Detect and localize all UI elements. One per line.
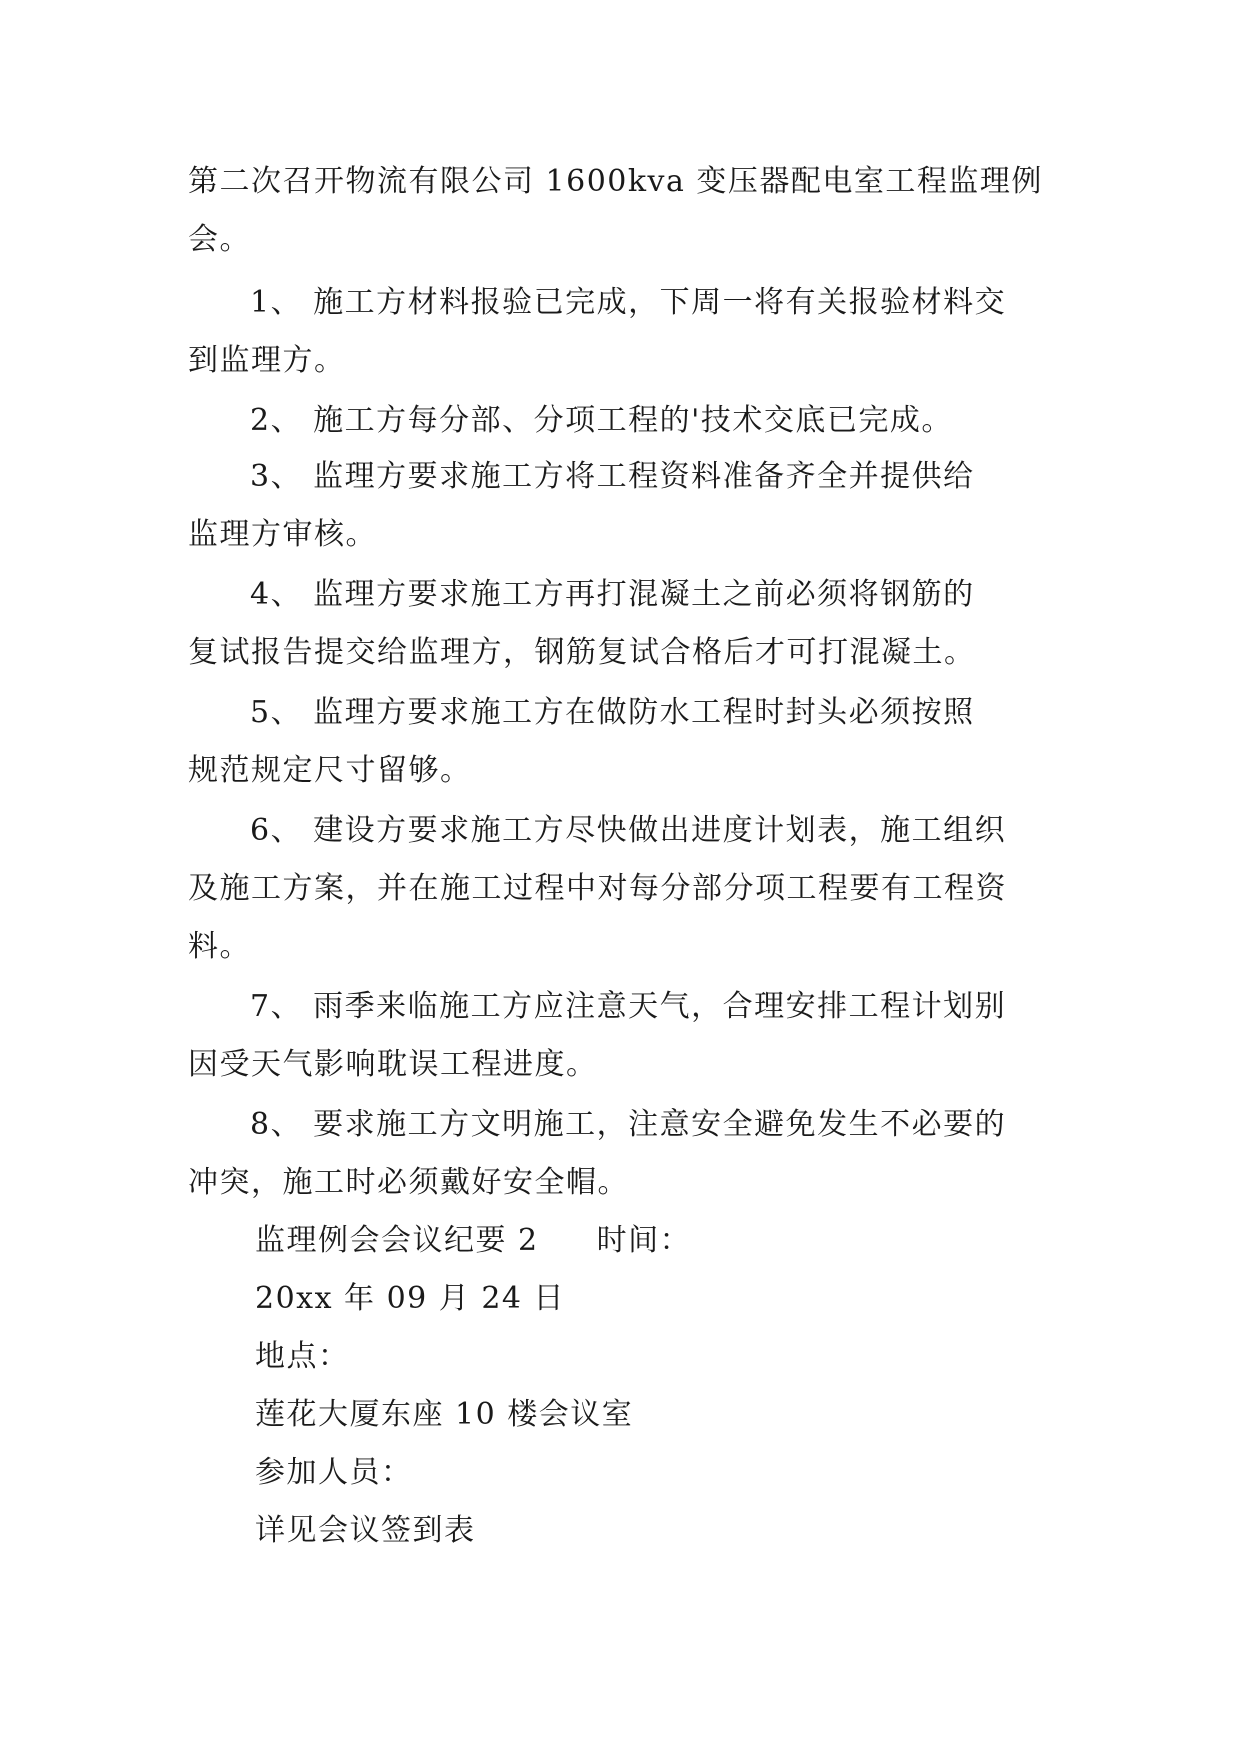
- item-8-line-2: 冲突，施工时必须戴好安全帽。: [188, 1165, 629, 1200]
- attendees-label: 参加人员：: [255, 1455, 413, 1490]
- item-6-line-1: 6、 建设方要求施工方尽快做出进度计划表，施工组织: [250, 813, 1007, 848]
- minutes-title: 监理例会会议纪要 2: [255, 1223, 539, 1258]
- item-5-line-1: 5、 监理方要求施工方在做防水工程时封头必须按照: [250, 695, 975, 730]
- time-label: 时间：: [596, 1223, 692, 1258]
- item-6-line-2: 及施工方案，并在施工过程中对每分部分项工程要有工程资: [188, 871, 1007, 906]
- item-1-line-2: 到监理方。: [188, 343, 346, 378]
- minutes-heading-line: [255, 1221, 691, 1261]
- item-7-line-1: 7、 雨季来临施工方应注意天气，合理安排工程计划别: [250, 989, 1007, 1024]
- item-3-line-1: 3、 监理方要求施工方将工程资料准备齐全并提供给: [250, 459, 975, 494]
- item-8-line-1: 8、 要求施工方文明施工，注意安全避免发生不必要的: [250, 1107, 1007, 1142]
- meeting-location: 莲花大厦东座 10 楼会议室: [255, 1397, 634, 1432]
- attendees-value: 详见会议签到表: [255, 1513, 476, 1548]
- item-3-line-2: 监理方审核。: [188, 517, 377, 552]
- meeting-date: 20xx 年 09 月 24 日: [255, 1281, 566, 1316]
- paragraph-intro-line-2: 会。: [188, 222, 251, 257]
- paragraph-intro-line-1: 第二次召开物流有限公司 1600kva 变压器配电室工程监理例: [188, 164, 1043, 199]
- item-4-line-1: 4、 监理方要求施工方再打混凝土之前必须将钢筋的: [250, 577, 975, 612]
- item-2-line-1: 2、 施工方每分部、分项工程的'技术交底已完成。: [250, 403, 953, 438]
- item-5-line-2: 规范规定尺寸留够。: [188, 753, 472, 788]
- location-label: 地点：: [255, 1339, 350, 1374]
- item-7-line-2: 因受天气影响耽误工程进度。: [188, 1047, 598, 1082]
- item-4-line-2: 复试报告提交给监理方，钢筋复试合格后才可打混凝土。: [188, 635, 976, 670]
- item-6-line-3: 料。: [188, 929, 251, 964]
- item-1-line-1: 1、 施工方材料报验已完成，下周一将有关报验材料交: [250, 285, 1007, 320]
